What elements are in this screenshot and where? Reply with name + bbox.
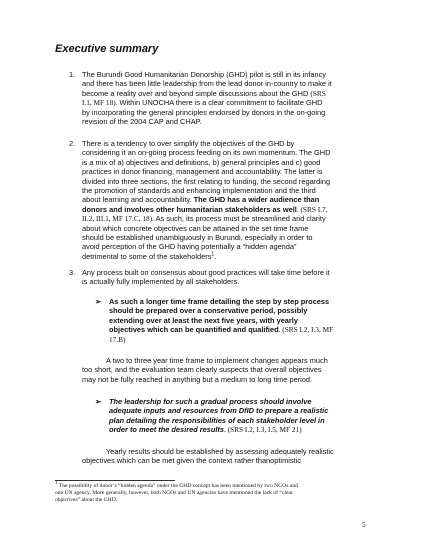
paragraph-after-bullet-1: [82, 356, 380, 384]
bullet-2: [95, 397, 382, 435]
footnote-line: [55, 483, 375, 490]
bullet-1-line: should be prepared over a conservative period, possibly: [109, 306, 308, 316]
item-2-line: [82, 195, 380, 204]
item-1-ref: I.1, MF 18).: [82, 98, 118, 108]
footnote-divider: [55, 480, 175, 481]
bullet-1-text: [109, 297, 382, 344]
item-1-line-text: Within UNOCHA there is a clear commitment to facilitate GHD: [117, 98, 323, 108]
item-2-line: the promotion of standards and enhancing implementation and the third: [82, 186, 316, 196]
item-2-line: divided into three sections, the first relating to funding, the second regarding: [82, 176, 331, 186]
item-1-line: The Burundi Good Humanitarian Donorship (GHD) pilot is still in its infancy: [82, 70, 326, 79]
item-2-line: avoid perception of the GHD having potentially a “hidden agenda”: [82, 242, 297, 252]
bullet-2-line: adequate inputs and resources from DfID to prepare a realistic: [109, 406, 329, 416]
bullet-2-ref: . (SRS I.2, I.3, I.5, MF 21): [224, 425, 302, 435]
item-number-2: 2.: [69, 139, 76, 148]
bullet-1-line: As such a longer time frame detailing the step by step process: [109, 297, 330, 306]
bullet-1: [95, 297, 382, 344]
footnote-text: The possibility of donor’s “hidden agenda” under the GHD concept has been mentioned by two NGOs and: [57, 483, 298, 489]
item-2-line: detrimental to some of the stakeholders$^1$.: [82, 251, 217, 261]
item-number-3: 3.: [69, 268, 76, 277]
item-2-line: about which concrete objectives can be attained in the set time frame: [82, 223, 309, 233]
item-2-line: is a mix of a) objectives and definitions, b) general principles and c) good: [82, 157, 321, 167]
paragraph-line: too short, and the evaluation team clearly suspects that overall objectives: [82, 365, 322, 375]
footnote-line: objectives” about the GHD.: [55, 497, 118, 503]
item-2-ref: . (SRS I.7,: [296, 204, 328, 214]
item-1-line-text: become a reality over and beyond simple discussions about the GHD: [82, 88, 311, 98]
item-1-line: [82, 89, 380, 98]
paragraph-line: A two to three year time frame to implement changes appears much: [106, 356, 328, 365]
item-1-line: [82, 98, 380, 107]
item-2-paragraph: [82, 139, 380, 261]
bullet-1-line: extending over at least the next five years, with yearly: [109, 315, 298, 325]
bullet-1-line: objectives which can be quantified and qualified: [109, 325, 279, 335]
item-2-line: [82, 214, 380, 223]
arrow-bullet-icon: ➢: [95, 397, 102, 406]
item-2-line: [82, 205, 380, 214]
paragraph-line: objectives which can be met given the context rather thanoptimistic: [82, 456, 301, 466]
item-3-paragraph: [82, 268, 380, 287]
page-number: 5: [362, 520, 366, 529]
bullet-2-text: [109, 397, 382, 435]
item-2-text: As such, its process must be streamlined and clarity: [153, 214, 326, 224]
item-2-text: about learning and accountability.: [82, 195, 194, 205]
item-2-text: detrimental to some of the stakeholders: [82, 251, 212, 261]
paragraph-after-bullet-2: [82, 447, 380, 466]
paragraph-line: Yearly results should be established by assessing adequately realistic: [106, 447, 334, 456]
footnote-reference[interactable]: 1: [211, 251, 215, 258]
item-1-paragraph: [82, 70, 380, 126]
section-heading: Executive summary: [55, 43, 159, 55]
paragraph-line: may not be fully reached in anything but a medium to long time period.: [82, 374, 313, 384]
footnote: [55, 483, 375, 504]
item-2-line: should be established unambiguously in Burundi, especially in order to: [82, 233, 313, 243]
item-number-1: 1.: [69, 70, 76, 79]
item-2-bold-text: donors and involves other humanitarian stakeholders as well: [82, 204, 297, 214]
footnote-mark: 1: [55, 481, 58, 487]
item-1-ref: (SRS: [310, 88, 326, 98]
item-1-line: and there has been little leadership from the lead donor in-country to make it: [82, 79, 332, 89]
item-2-line: There is a tendency to over simplify the objectives of the GHD by: [82, 139, 295, 148]
item-1-line: revision of the 2004 CAP and CHAP.: [82, 117, 202, 127]
item-2-line: considering it an on-going process feeding on its own momentum. The GHD: [82, 148, 331, 158]
bullet-1-ref: 17.B): [109, 334, 126, 344]
item-3-line: Any process built on consensus about good practices will take time before it: [82, 268, 330, 277]
bullet-2-line: order to meet the desired results: [109, 425, 224, 435]
item-3-line: is actually fully implemented by all stakeholders.: [82, 277, 240, 287]
item-2-line: practices in donor financing, management and accountability. The latter is: [82, 167, 323, 177]
arrow-bullet-icon: ➢: [95, 297, 102, 306]
bullet-2-line: The leadership for such a gradual process should involve: [109, 397, 312, 406]
bullet-1-ref: . (SRS I.2, I.3, MF: [278, 325, 334, 335]
item-2-ref: II.2, III.1, MF 17.C, 18).: [82, 214, 154, 224]
footnote-line: one UN agency. More generally, however, both NGOs and UN agencies have mentioned the lack of “clear: [55, 490, 293, 496]
bullet-2-line: plan detailing the responsibilities of each stakeholder level in: [109, 415, 325, 425]
item-1-line: by incorporating the general principles endorsed by donors in the on-going: [82, 107, 326, 117]
item-2-bold-text: The GHD has a wider audience than: [193, 195, 320, 205]
